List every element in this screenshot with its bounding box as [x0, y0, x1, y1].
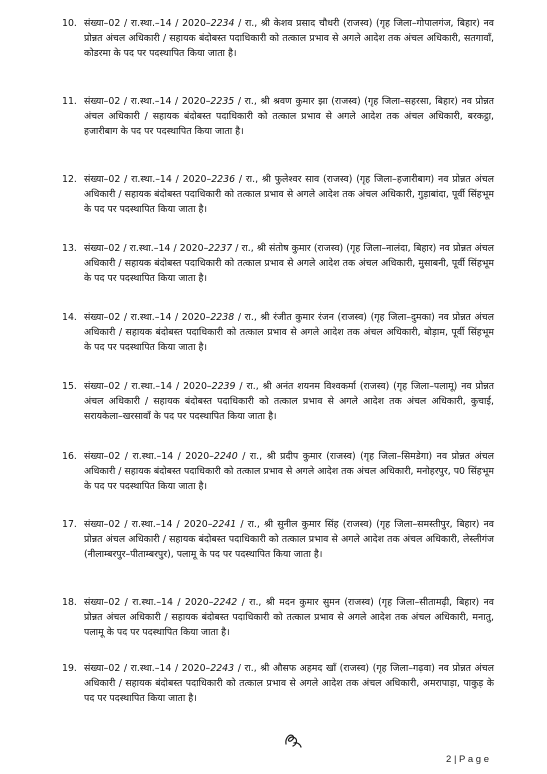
entry-number: 11.	[62, 96, 77, 107]
order-reference: 2235	[210, 96, 235, 107]
order-entry-10	[62, 16, 494, 61]
entry-number: 16.	[62, 451, 77, 462]
order-text: / रा., श्री मदन कुमार सुमन (राजस्व) (गृह जिला–सीतामढ़ी, बिहार) नव प्रोन्नत अंचल अधिकारी / सहायक बंदोबस्त पदाधिकारी को तत्काल प्रभाव से अगले आदेश तक अंचल अधिकारी, मनातु, पलामू के पद पर पदस्थापित किया जाता है।	[84, 597, 494, 638]
order-entry-12	[62, 172, 494, 217]
entry-number: 18.	[62, 597, 77, 608]
order-reference: 2236	[211, 174, 236, 185]
order-reference: 2242	[213, 597, 238, 608]
order-entry-14	[62, 310, 494, 355]
signature-initial	[282, 730, 304, 750]
entry-number: 10.	[62, 18, 77, 29]
order-reference: 2243	[210, 663, 235, 674]
order-entry-13	[62, 241, 494, 286]
order-number-prefix: संख्या–02 / रा.स्था.–14 / 2020–	[84, 519, 213, 530]
order-number-prefix: संख्या–02 / रा.स्था.–14 / 2020–	[84, 597, 214, 608]
order-reference: 2234	[210, 18, 235, 29]
order-reference: 2238	[210, 312, 235, 323]
order-reference: 2241	[212, 519, 237, 530]
order-text: / रा., श्री रंजीत कुमार रंजन (राजस्व) (गृह जिला–दुमका) नव प्रोन्नत अंचल अधिकारी / सहायक बंदोबस्त पदाधिकारी को तत्काल प्रभाव से अगले आदेश तक अंचल अधिकारी, बोड़ाम, पूर्वी सिंहभूम के पद पर पदस्थापित किया जाता है।	[84, 312, 494, 353]
order-entry-15	[62, 379, 494, 424]
order-reference: 2237	[208, 243, 233, 254]
order-number-prefix: संख्या–02 / रा.स्था.–14 / 2020–	[84, 243, 209, 254]
order-reference: 2239	[211, 381, 236, 392]
order-number-prefix: संख्या–02 / रा.स्था.–14 / 2020–	[84, 663, 211, 674]
order-entry-16	[62, 449, 494, 494]
order-entry-18	[62, 595, 494, 640]
order-text: / रा., श्री औसफ अहमद खाँ (राजस्व) (गृह जिला–गढ़वा) नव प्रोन्नत अंचल अधिकारी / सहायक बंदोबस्त पदाधिकारी को तत्काल प्रभाव से अगले आदेश तक अंचल अधिकारी, अमरापाड़ा, पाकुड़ के पद पर पदस्थापित किया जाता है।	[84, 663, 494, 704]
entry-number: 13.	[62, 243, 77, 254]
order-entry-19	[62, 661, 494, 706]
page-number-footer: 2 | P a g e	[446, 754, 489, 765]
order-text: / रा., श्री अनंत शयनम विश्वकर्मा (राजस्व) (गृह जिला–पलामू) नव प्रोन्नत अंचल अधिकारी / सहायक बंदोबस्त पदाधिकारी को तत्काल प्रभाव से अगले आदेश तक अंचल अधिकारी, कुचाई, सरायकेला–खरसावाँ के पद पर पदस्थापित किया जाता है।	[84, 381, 494, 422]
order-text: / रा., श्री संतोष कुमार (राजस्व) (गृह जिला–नालंदा, बिहार) नव प्रोन्नत अंचल अधिकारी / सहायक बंदोबस्त पदाधिकारी को तत्काल प्रभाव से अगले आदेश तक अंचल अधिकारी, मुसाबनी, पूर्वी सिंहभूम के पद पर पदस्थापित किया जाता है।	[84, 243, 494, 284]
order-text: / रा., श्री केशव प्रसाद चौधरी (राजस्व) (गृह जिला–गोपालगंज, बिहार) नव प्रोन्नत अंचल अधिकारी / सहायक बंदोबस्त पदाधिकारी को तत्काल प्रभाव से अगले आदेश तक अंचल अधिकारी, सतगावाँ, कोडरमा के पद पर पदस्थापित किया जाता है।	[84, 18, 494, 59]
order-number-prefix: संख्या–02 / रा.स्था.–14 / 2020–	[84, 451, 214, 462]
order-text: / रा., श्री श्रवण कुमार झा (राजस्व) (गृह जिला–सहरसा, बिहार) नव प्रोन्नत अंचल अधिकारी / सहायक बंदोबस्त पदाधिकारी को तत्काल प्रभाव से अगले आदेश तक अंचल अधिकारी, बरकट्ठा, हजारीबाग के पद पर पदस्थापित किया जाता है।	[84, 96, 494, 137]
entry-number: 12.	[62, 174, 77, 185]
order-text: / रा., श्री प्रदीप कुमार (राजस्व) (गृह जिला–सिमडेगा) नव प्रोन्नत अंचल अधिकारी / सहायक बंदोबस्त पदाधिकारी को तत्काल प्रभाव से अगले आदेश तक अंचल अधिकारी, मनोहरपुर, प0 सिंहभूम के पद पर पदस्थापित किया जाता है।	[84, 451, 494, 492]
order-entry-11	[62, 94, 494, 139]
order-number-prefix: संख्या–02 / रा.स्था.–14 / 2020–	[84, 18, 211, 29]
order-number-prefix: संख्या–02 / रा.स्था.–14 / 2020–	[84, 312, 211, 323]
order-text: / रा., श्री फुलेश्वर साव (राजस्व) (गृह जिला–हजारीबाग) नव प्रोन्नत अंचल अधिकारी / सहायक बंदोबस्त पदाधिकारी को तत्काल प्रभाव से अगले आदेश तक अंचल अधिकारी, गुड़ाबांदा, पूर्वी सिंहभूम के पद पर पदस्थापित किया जाता है।	[84, 174, 494, 215]
entry-number: 19.	[62, 663, 77, 674]
entry-number: 17.	[62, 519, 77, 530]
entry-number: 14.	[62, 312, 77, 323]
order-entry-17	[62, 517, 494, 562]
order-text: / रा., श्री सुनील कुमार सिंह (राजस्व) (गृह जिला–समस्तीपुर, बिहार) नव प्रोन्नत अंचल अधिकारी / सहायक बंदोबस्त पदाधिकारी को तत्काल प्रभाव से अगले आदेश तक अंचल अधिकारी, लेस्लीगंज (नीलाम्बरपुर–पीताम्बरपुर), पलामू के पद पर पदस्थापित किया जाता है।	[84, 519, 494, 560]
order-number-prefix: संख्या–02 / रा.स्था.–14 / 2020–	[84, 381, 212, 392]
entry-number: 15.	[62, 381, 77, 392]
order-reference: 2240	[213, 451, 238, 462]
order-number-prefix: संख्या–02 / रा.स्था.–14 / 2020–	[84, 174, 212, 185]
order-number-prefix: संख्या–02 / रा.स्था.–14 / 2020–	[84, 96, 211, 107]
